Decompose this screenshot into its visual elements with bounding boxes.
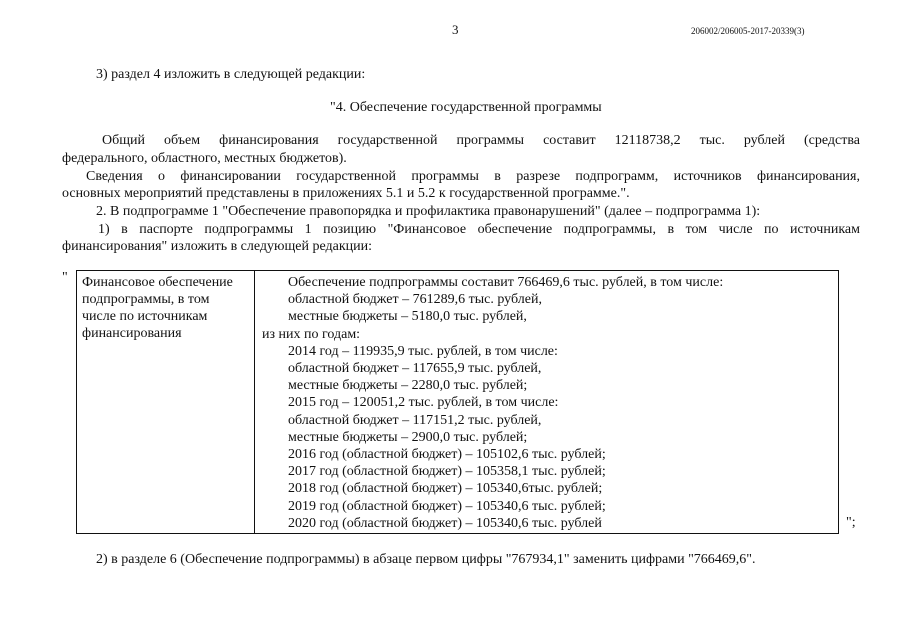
right-cell-line: местные бюджеты – 2280,0 тыс. рублей;	[288, 378, 528, 394]
right-cell-line: областной бюджет – 761289,6 тыс. рублей,	[288, 292, 542, 308]
right-cell-line: областной бюджет – 117655,9 тыс. рублей,	[288, 361, 542, 377]
right-cell-line: местные бюджеты – 2900,0 тыс. рублей;	[288, 429, 528, 445]
paragraph-financing-info-line2: основных мероприятий представлены в приложениях 5.1 и 5.2 к государственной программе.".	[62, 186, 630, 201]
paragraph-passport-line2: финансирования" изложить в следующей редакции:	[62, 239, 373, 254]
left-cell-line: подпрограммы, в том	[82, 292, 210, 307]
section-heading: "4. Обеспечение государственной программы	[330, 100, 602, 115]
paragraph-subprogram-1: 2. В подпрограмме 1 "Обеспечение правопорядка и профилактика правонарушений" (далее – подпрограмма 1):	[96, 204, 761, 219]
right-cell-line: 2017 год (областной бюджет) – 105358,1 тыс. рублей;	[288, 464, 606, 480]
paragraph-total-financing-line2: федерального, областного, местных бюджетов).	[62, 151, 347, 166]
paragraph-section-4-intro: 3) раздел 4 изложить в следующей редакции:	[96, 67, 366, 82]
left-cell-line: финансирования	[82, 326, 182, 341]
right-cell-line: 2014 год – 119935,9 тыс. рублей, в том числе:	[288, 343, 558, 359]
right-cell-line: Обеспечение подпрограммы составит 766469,6 тыс. рублей, в том числе:	[288, 275, 724, 290]
right-cell-line: 2020 год (областной бюджет) – 105340,6 тыс. рублей	[288, 515, 602, 531]
paragraph-passport-line1: 1) в паспорте подпрограммы 1 позицию "Финансовое обеспечение подпрограммы, в том числе по источникам	[98, 222, 860, 237]
paragraph-total-financing-line1: Общий объем финансирования государственной программы составит 12118738,2 тыс. рублей (средства	[102, 133, 860, 148]
table-right-cell	[262, 274, 723, 532]
left-cell-line: числе по источникам	[82, 309, 208, 324]
right-cell-line: 2018 год (областной бюджет) – 105340,6тыс. рублей;	[288, 481, 603, 497]
page-number: 3	[452, 22, 459, 37]
right-cell-line: 2016 год (областной бюджет) – 105102,6 тыс. рублей;	[288, 447, 606, 463]
right-cell-line: 2015 год – 120051,2 тыс. рублей, в том числе:	[288, 395, 559, 411]
paragraph-financing-info-line1: Сведения о финансировании государственной программы в разрезе подпрограмм, источников финансирования,	[86, 169, 860, 184]
right-cell-line: местные бюджеты – 5180,0 тыс. рублей,	[288, 309, 527, 325]
table-left-cell	[82, 274, 233, 342]
left-cell-line: Финансовое обеспечение	[82, 275, 233, 290]
table-close-mark: ";	[846, 515, 856, 530]
right-cell-line: из них по годам:	[262, 326, 361, 342]
table-column-divider	[254, 270, 255, 534]
table-open-quote: "	[62, 270, 68, 285]
right-cell-line: областной бюджет – 117151,2 тыс. рублей,	[288, 412, 542, 428]
right-cell-line: 2019 год (областной бюджет) – 105340,6 тыс. рублей;	[288, 498, 606, 514]
document-reference: 206002/206005-2017-20339(3)	[691, 26, 805, 36]
paragraph-section-6-amendment: 2) в разделе 6 (Обеспечение подпрограммы) в абзаце первом цифры "767934,1" заменить цифрами "766469,6".	[96, 552, 756, 567]
